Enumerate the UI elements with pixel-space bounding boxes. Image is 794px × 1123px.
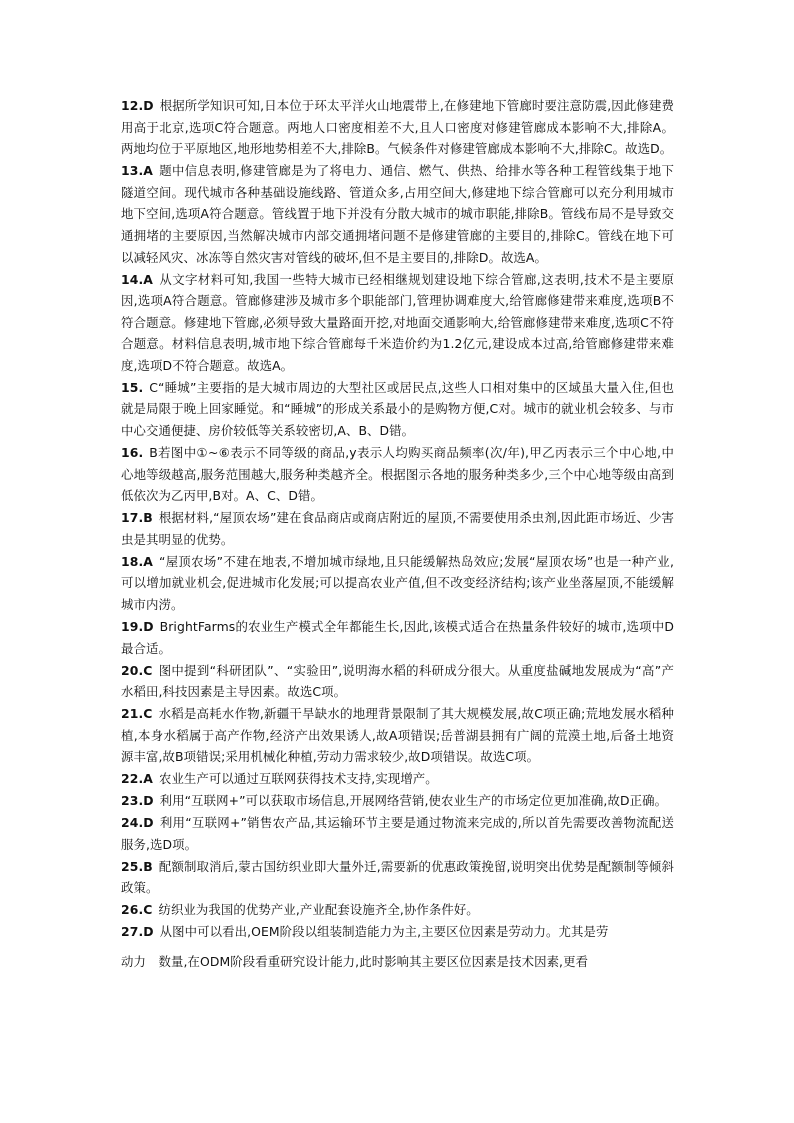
answer-text: 根据材料,“屋顶农场”建在食品商店或商店附近的屋顶,不需要使用杀虫剂,因此距市场近、少害虫是其明显的优势。 bbox=[121, 510, 674, 547]
answer-17 bbox=[121, 507, 674, 550]
answer-text: 利用“互联网+”可以获取市场信息,开展网络营销,使农业生产的市场定位更加准确,故D正确。 bbox=[159, 793, 668, 809]
answer-18 bbox=[121, 551, 674, 616]
answer-sheet bbox=[121, 95, 674, 973]
answer-text: B若图中①~⑥表示不同等级的商品,y表示人均购买商品频率(次/年),甲乙丙表示三个中心地,中心地等级越高,服务范围越大,服务种类越齐全。根据图示各地的服务种类多少,三个中心地等级由高到低依次为乙丙甲,B对。A、C、D错。 bbox=[121, 445, 674, 504]
answer-text: 根据所学知识可知,日本位于环太平洋火山地震带上,在修建地下管廊时要注意防震,因此修建费用高于北京,选项C符合题意。两地人口密度相差不大,且人口密度对修建管廊成本影响不大,排除A。两地均位于平原地区,地形地势相差不大,排除B。气候条件对修建管廊成本影响不大,排除C。故选D。 bbox=[121, 98, 674, 157]
answer-label: 17.B bbox=[121, 510, 153, 526]
answer-24 bbox=[121, 812, 674, 855]
answer-text: 题中信息表明,修建管廊是为了将电力、通信、燃气、供热、给排水等各种工程管线集于地下隧道空间。现代城市各种基础设施线路、管道众多,占用空间大,修建地下综合管廊可以充分利用城市地下空间,选项A符合题意。管线置于地下并没有分散大城市的城市职能,排除B。管线布局不是导致交通拥堵的主要原因,当然解决城市内部交通拥堵问题不是修建管廊的主要目的,排除C。管线在地下可以减轻风灾、冰冻等自然灾害对管线的破坏,但不是主要目的,排除D。故选A。 bbox=[121, 163, 674, 265]
answer-25 bbox=[121, 856, 674, 899]
answer-text: 纺织业为我国的优势产业,产业配套设施齐全,协作条件好。 bbox=[158, 902, 479, 918]
answer-label: 20.C bbox=[121, 662, 153, 678]
answer-21 bbox=[121, 703, 674, 768]
answer-label: 18.A bbox=[121, 553, 153, 569]
answer-22 bbox=[121, 768, 674, 790]
answer-text: 从图中可以看出,OEM阶段以组装制造能力为主,主要区位因素是劳动力。尤其是劳 bbox=[159, 924, 609, 940]
answer-label: 15. bbox=[121, 379, 144, 395]
answer-12 bbox=[121, 95, 674, 160]
answer-19 bbox=[121, 616, 674, 659]
answer-13 bbox=[121, 160, 674, 268]
answer-text: C“睡城”主要指的是大城市周边的大型社区或居民点,这些人口相对集中的区域虽大量入住,但也就是局限于晚上回家睡觉。和“睡城”的形成关系最小的是购物方便,C对。城市的就业机会较多、与市中心交通便捷、房价较低等关系较密切,A、B、D错。 bbox=[121, 379, 674, 439]
answer-label: 22.A bbox=[121, 771, 153, 787]
answer-label: 12.D bbox=[121, 98, 154, 113]
answer-14 bbox=[121, 269, 674, 377]
answer-text: 利用“互联网+”销售农产品,其运输环节主要是通过物流来完成的,所以首先需要改善物流配送服务,选D项。 bbox=[121, 815, 674, 852]
answer-label: 23.D bbox=[121, 793, 154, 809]
answer-text: 农业生产可以通过互联网获得技术支持,实现增产。 bbox=[158, 771, 438, 787]
answer-27-continuation: 动力 数量,在ODM阶段看重研究设计能力,此时影响其主要区位因素是技术因素,更看 bbox=[121, 954, 589, 970]
answer-text: 水稻是高耗水作物,新疆干旱缺水的地理背景限制了其大规模发展,故C项正确;荒地发展水稻种植,本身水稻属于高产作物,经济产出效果诱人,故A项错误;岳普湖县拥有广阔的荒漠土地,后备土地资源丰富,故B项错误;采用机械化种植,劳动力需求较少,故D项错误。故选C项。 bbox=[121, 706, 674, 765]
answer-text: BrightFarms的农业生产模式全年都能生长,因此,该模式适合在热量条件较好的城市,选项中D最合适。 bbox=[121, 618, 674, 656]
answer-23 bbox=[121, 790, 674, 812]
answer-label: 24.D bbox=[121, 815, 154, 831]
answer-26 bbox=[121, 899, 674, 921]
answer-label: 13.A bbox=[121, 163, 153, 179]
answer-text: 配额制取消后,蒙古国纺织业即大量外迁,需要新的优惠政策挽留,说明突出优势是配额制等倾斜政策。 bbox=[121, 858, 674, 896]
answer-27 bbox=[121, 921, 674, 943]
answer-label: 27.D bbox=[121, 924, 154, 940]
answer-label: 21.C bbox=[121, 706, 153, 722]
answer-text: 图中提到“科研团队”、“实验田”,说明海水稻的科研成分很大。从重度盐碱地发展成为“高”产水稻田,科技因素是主导因素。故选C项。 bbox=[121, 662, 674, 700]
answer-label: 25.B bbox=[121, 858, 153, 874]
answer-16 bbox=[121, 442, 674, 507]
answer-label: 19.D bbox=[121, 618, 154, 634]
answer-15 bbox=[121, 377, 674, 442]
answer-text: 从文字材料可知,我国一些特大城市已经相继规划建设地下综合管廊,这表明,技术不是主要原因,选项A符合题意。管廊修建涉及城市多个职能部门,管理协调难度大,给管廊修建带来难度,选项B不符合题意。修建地下管廊,必须导致大量路面开挖,对地面交通影响大,给管廊修建带来难度,选项C不符合题意。材料信息表明,城市地下综合管廊每千米造价约为1.2亿元,建设成本过高,给管廊修建带来难度,选项D不符合题意。故选A。 bbox=[121, 271, 674, 373]
answer-label: 14.A bbox=[121, 271, 153, 287]
answer-label: 16. bbox=[121, 445, 144, 461]
answer-text: “屋顶农场”不建在地表,不增加城市绿地,且只能缓解热岛效应;发展“屋顶农场”也是一种产业,可以增加就业机会,促进城市化发展;可以提高农业产值,但不改变经济结构;该产业坐落屋顶,不能缓解城市内涝。 bbox=[121, 553, 674, 612]
answer-label: 26.C bbox=[121, 902, 153, 918]
answer-20 bbox=[121, 660, 674, 703]
